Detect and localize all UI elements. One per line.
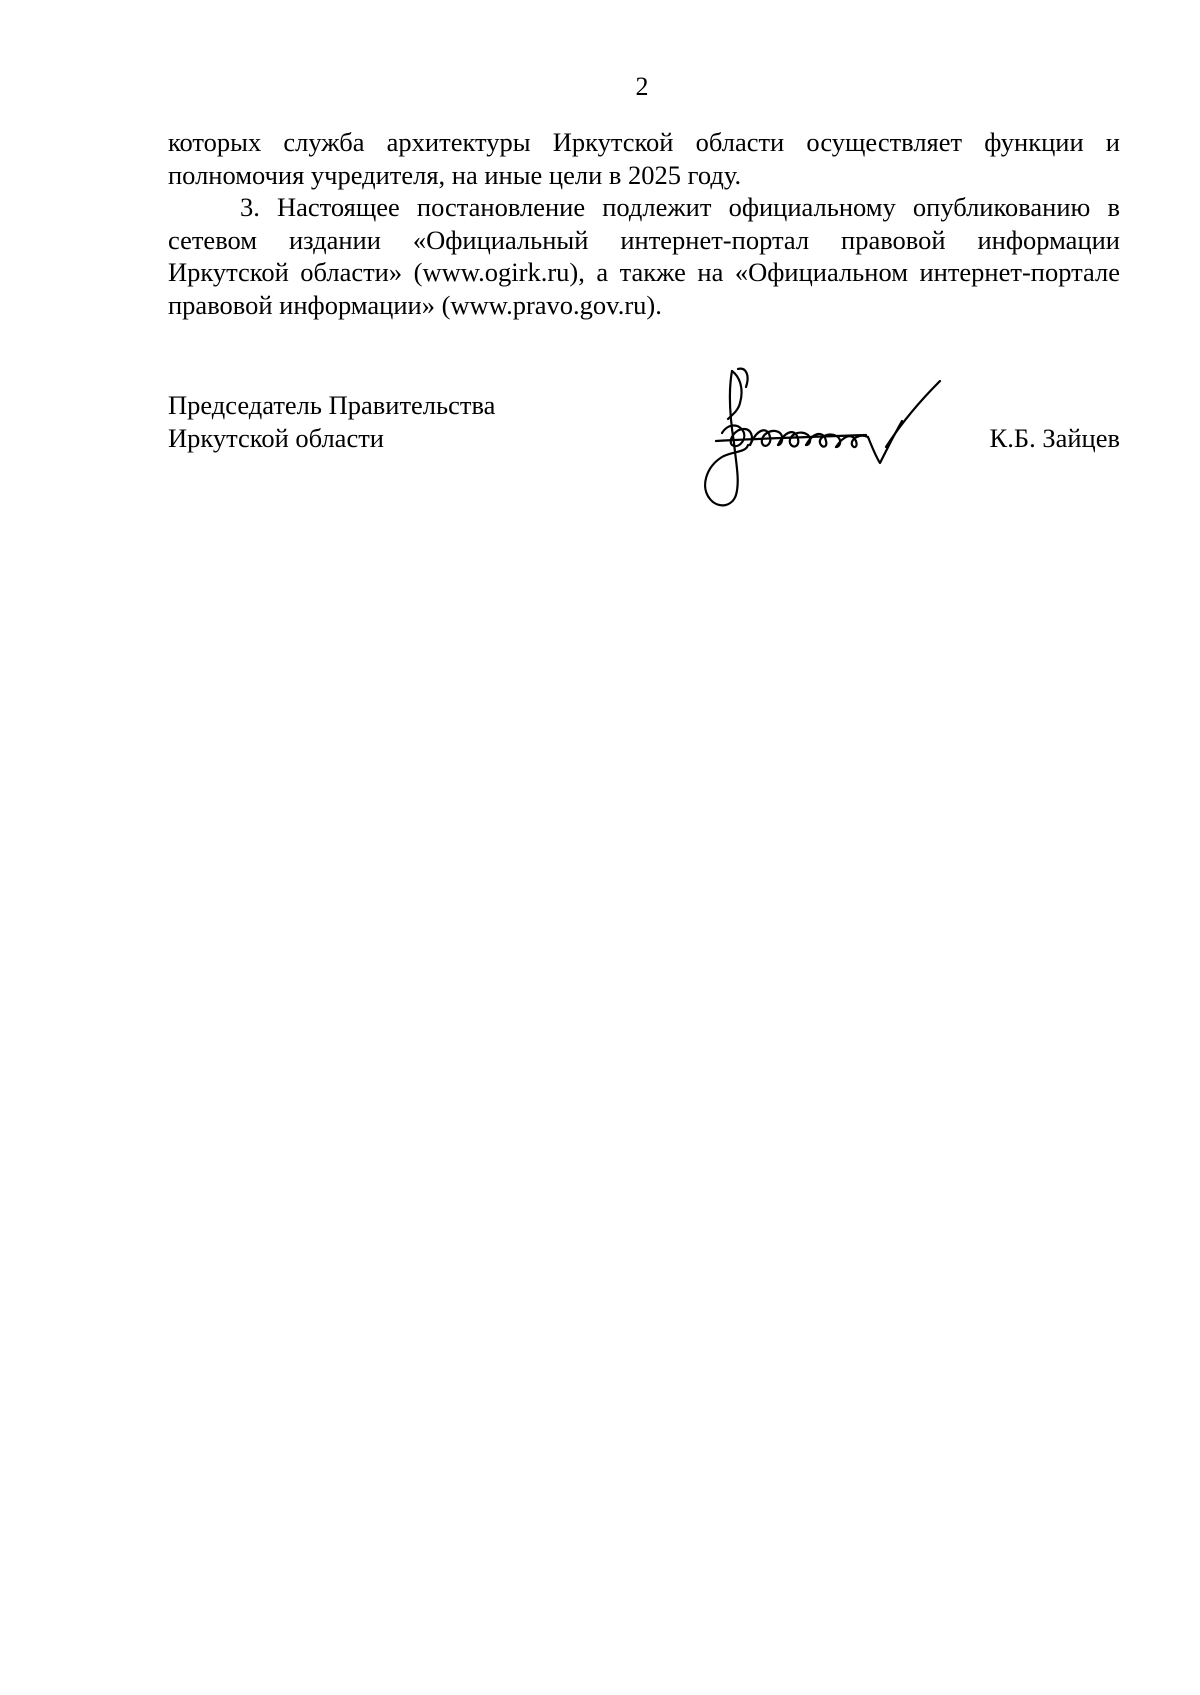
signatory-position-line-2: Иркутской области bbox=[168, 422, 384, 453]
document-body bbox=[168, 126, 1120, 322]
handwritten-signature-icon bbox=[688, 363, 958, 513]
paragraph-publication-clause: 3. Настоящее постановление подлежит официальному опубликованию в сетевом издании «Официальный интернет-портал правовой информации Иркутской области» (www.ogirk.ru), а также на «Официальном интернет-портале правовой информации» (www.pravo.gov.ru). bbox=[168, 192, 1120, 320]
signature-block bbox=[168, 389, 1120, 529]
page-number: 2 bbox=[635, 72, 649, 101]
paragraph-continuation: которых служба архитектуры Иркутской области осуществляет функции и полномочия учредителя, на иные цели в 2025 году. bbox=[168, 127, 1120, 190]
signatory-name: К.Б. Зайцев bbox=[989, 422, 1120, 453]
signatory-position bbox=[168, 389, 495, 454]
signatory-position-line-1: Председатель Правительства bbox=[168, 390, 496, 420]
